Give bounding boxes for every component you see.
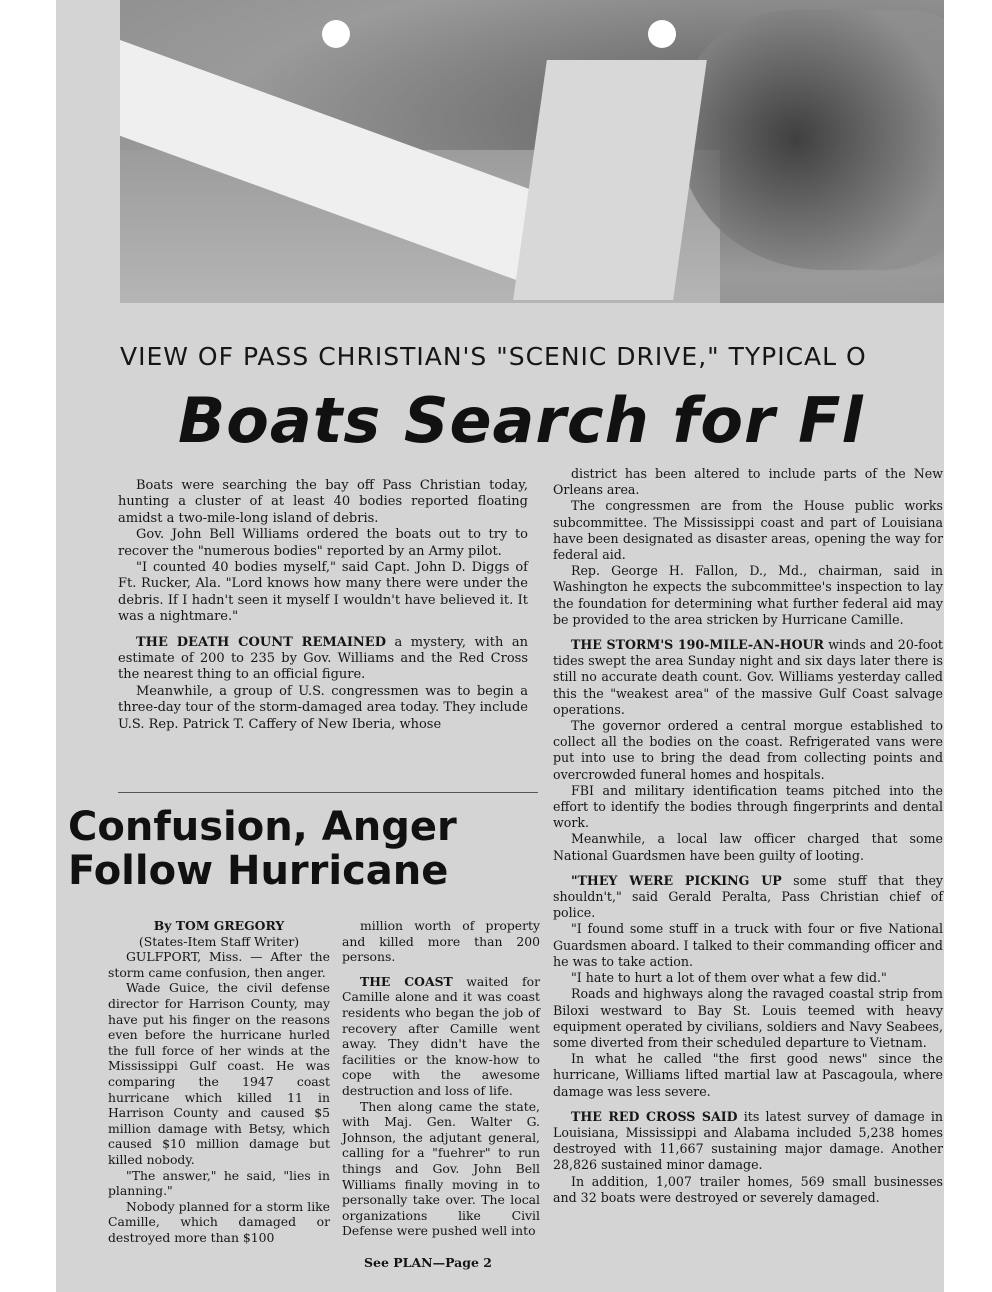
paragraph: "I counted 40 bodies myself," said Capt. John D. Diggs of Ft. Rucker, Ala. "Lord knows how many there were under the debris. If I hadn't seen it myself I wouldn't have believed it. It was a nightmare." [118,560,528,625]
punch-hole-left [322,20,350,48]
byline: By TOM GREGORY [153,918,285,933]
paragraph: The congressmen are from the House public works subcommittee. The Mississippi coast and part of Louisiana have been designated as disaster areas, opening the way for federal aid. [553,498,943,563]
paragraph: FBI and military identification teams pitched into the effort to identify the bodies through fingerprints and dental work. [553,782,943,831]
second-headline-line-1: Confusion, Anger [68,804,457,850]
column-divider [118,792,538,793]
photo-caption: VIEW OF PASS CHRISTIAN'S "SCENIC DRIVE," TYPICAL O [120,342,867,371]
paragraph-text: a mystery, with an estimate of 200 to 235 by Gov. Williams and the Red Cross the nearest thing to an official figure. [118,634,528,683]
paragraph-text: waited for Camille alone and it was coast residents who began the job of recovery after Camille went away. They didn't have the facilities or the know-how to cope with the awesome destruction and loss of life. [342,973,540,1098]
punch-hole-right [648,20,676,48]
paragraph: Gov. John Bell Williams ordered the boats out to try to recover the "numerous bodies" reported by an Army pilot. [118,527,528,559]
story1-column-2 [553,466,943,1206]
paragraph-text: some stuff that they shouldn't," said Gerald Peralta, Pass Christian chief of police. [553,872,944,921]
paragraph: Meanwhile, a group of U.S. congressmen was to begin a three-day tour of the storm-damaged area today. They include U.S. Rep. Patrick T. Caffery of New Iberia, whose [118,683,528,732]
story2-column-1-body [108,949,330,1245]
paragraph: GULFPORT, Miss. — After the storm came confusion, then anger. [108,949,330,980]
lead-in: "THEY WERE PICKING UP [571,872,782,888]
paragraph [342,974,540,1099]
paragraph: million worth of property and killed more than 200 persons. [342,918,540,965]
paragraph-text: its latest survey of damage in Louisiana, Mississippi and Alabama included 5,238 homes destroyed with 11,667 sustaining major damage. Another 28,826 sustained minor damage. [553,1108,943,1173]
photo-panel [513,60,707,300]
paragraph [553,873,943,922]
paragraph: Then along came the state, with Maj. Gen. Walter G. Johnson, the adjutant general, calling for a "fuehrer" to run things and Gov. John Bell Williams finally moving in to personally take over. The local organizations like Civil Defense were pushed well into [342,1098,540,1239]
continued-link[interactable]: See PLAN—Page 2 [364,1255,493,1270]
paragraph: "I hate to hurt a lot of them over what a few did." [571,970,887,986]
byline-role: (States-Item Staff Writer) [138,933,300,949]
paragraph: Wade Guice, the civil defense director for Harrison County, may have put his finger on the reasons even before the hurricane hurled the full force of her winds at the Mississippi Gulf coast. He was comparing the 1947 coast hurricane which killed 11 in Harrison County and caused $5 million damage with Betsy, which caused $10 million damage but killed nobody. [108,980,330,1167]
story2-column-2 [342,918,540,1239]
lead-in: THE COAST [360,973,453,989]
story2-column-1 [108,918,330,1245]
paragraph: district has been altered to include parts of the New Orleans area. [553,466,943,498]
second-headline [68,805,457,893]
story1-column-1 [118,478,528,733]
paragraph: In addition, 1,007 trailer homes, 569 small businesses and 32 boats were destroyed or severely damaged. [553,1173,943,1205]
news-photo [120,0,944,303]
lead-in: THE RED CROSS SAID [571,1108,738,1124]
lead-in: THE DEATH COUNT REMAINED [136,634,386,650]
lead-in: THE STORM'S 190-MILE-AN-HOUR [571,637,824,653]
paragraph [118,635,528,684]
paragraph [553,1109,943,1174]
main-headline: Boats Search for Fl [178,384,864,457]
paragraph: "I found some stuff in a truck with four or five National Guardsmen aboard. I talked to their commanding officer and he was to take action. [553,921,943,969]
paragraph: The governor ordered a central morgue established to collect all the bodies on the coast. Refrigerated vans were put into use to bring the dead from collecting points and overcrowded funeral homes and hospitals. [553,718,943,782]
paragraph [553,637,943,718]
paragraph: Boats were searching the bay off Pass Christian today, hunting a cluster of at least 40 bodies reported floating amidst a two-mile-long island of debris. [118,478,528,526]
paragraph: Rep. George H. Fallon, D., Md., chairman, said in Washington he expects the subcommittee's inspection to lay the foundation for determining what further federal aid may be provided to the area stricken by Hurricane Camille. [553,563,943,627]
second-headline-line-2: Follow Hurricane [68,848,449,894]
paragraph: Nobody planned for a storm like Camille, which damaged or destroyed more than $100 [108,1198,330,1245]
paragraph: Meanwhile, a local law officer charged that some National Guardsmen have been guilty of looting. [553,831,943,863]
paragraph: In what he called "the first good news" since the hurricane, Williams lifted martial law at Pascagoula, where damage was less severe. [553,1051,943,1099]
paragraph-text: winds and 20-foot tides swept the area Sunday night and six days later there is still no accurate death count. Gov. Williams yesterday called this the "weakest area" of the massive Gulf Coast salvage operations. [553,637,943,717]
paragraph: Roads and highways along the ravaged coastal strip from Biloxi westward to Bay St. Louis teemed with heavy equipment operated by civilians, soldiers and Navy Seabees, some diverted from their scheduled departure to Vietnam. [553,986,943,1050]
paragraph: "The answer," he said, "lies in planning." [108,1167,330,1199]
